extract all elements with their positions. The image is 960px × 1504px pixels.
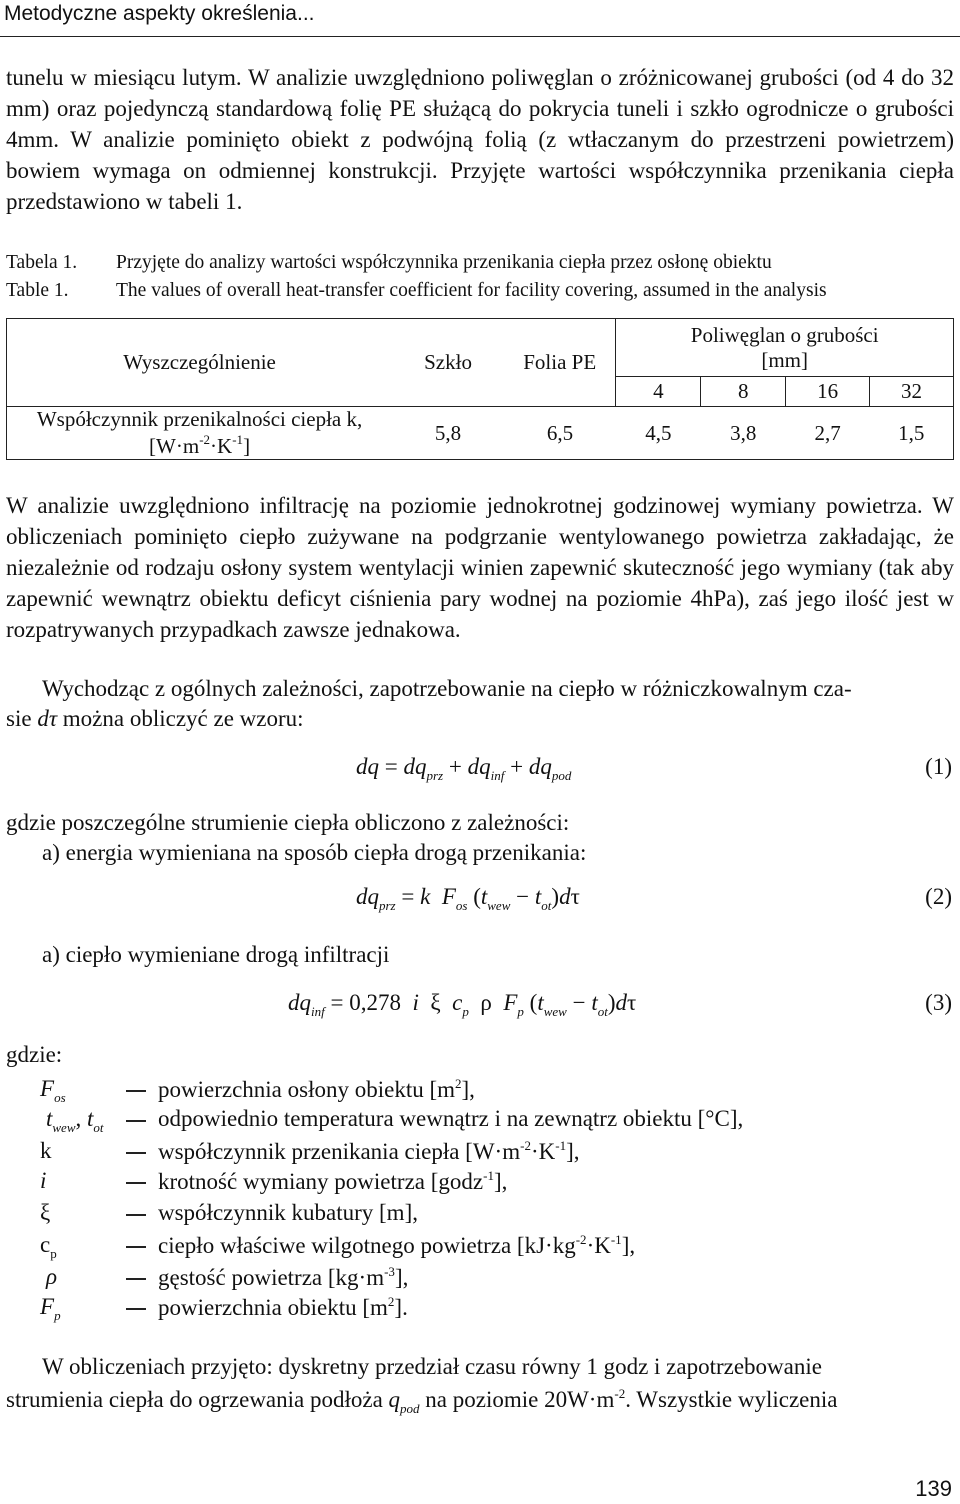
dash (126, 1120, 146, 1122)
thickness-32: 32 (870, 377, 954, 407)
value-glass: 5,8 (392, 407, 504, 460)
caption-pl-label: Tabela 1. (6, 252, 78, 273)
k-values-table (6, 318, 954, 460)
demand-line-1: Wychodząc z ogólnych zależności, zapotrzebowanie na ciepło w różniczkowalnym cza- (42, 676, 852, 701)
equation-2: $dq_{prz} = k$ $F_{os}$ $(t_{wew} - t_{ot})d\tau$ (356, 884, 580, 913)
caption-pl-text: Przyjęte do analizy wartości współczynnika przenikania ciepła przez osłonę obiektu (116, 252, 772, 273)
symbol-t: $t_{wew}$, $t_{ot}$ (46, 1106, 104, 1135)
poly-header-title: Poliwęglan o grubości (690, 322, 879, 347)
transmission-line: a) energia wymieniana na sposób ciepła drogą przenikania: (42, 840, 587, 865)
symbol-cp: $c_p$ (40, 1232, 57, 1261)
dash (126, 1152, 146, 1154)
value-poly-16: 2,7 (786, 407, 870, 460)
desc-t: odpowiednio temperatura wewnątrz i na zewnątrz obiektu [°C], (158, 1106, 744, 1131)
desc-F-os: powierzchnia osłony obiektu $[m^2]$, (158, 1076, 475, 1102)
value-foil: 6,5 (504, 407, 616, 460)
row-label-cell (7, 407, 393, 460)
thickness-8: 8 (701, 377, 786, 407)
poly-header-unit: [mm] (761, 347, 809, 372)
running-title: Metodyczne aspekty określenia... (4, 2, 315, 25)
dash (126, 1308, 146, 1310)
col-poly-header (616, 319, 954, 377)
infiltration-label: a) ciepło wymieniane drogą infiltracji (42, 942, 390, 967)
col-foil-header: Folia PE (504, 319, 616, 407)
demand-line-2: sie dτ można obliczyć ze wzoru: (6, 706, 304, 731)
infiltration-paragraph: W analizie uwzględniono infiltrację na poziomie jednokrotnej godzinowej wymiany powietrza. W obliczeniach pominięto ciepło zużywane na podgrzanie wentylowanego powietrza zakładając, że niezależnie od rodzaju osłony system wentylacji winien zapewnić skuteczność jego wymiany (tak aby zapewnić wewnątrz obiektu deficyt ciśnienia pary wodnej na poziomie 4hPa), zaś jego ilość jest w rozpatrywanych przypadkach zawsze jednakowa. (6, 493, 954, 642)
streams-line: gdzie poszczególne strumienie ciepła obliczono z zależności: (6, 810, 570, 835)
final-line-2: strumienia ciepła do ogrzewania podłoża $q_{pod}$ na poziomie $20W\cdot m^{-2}$. Wszystkie wyliczenia (6, 1386, 838, 1416)
row-unit: $[W\cdot m^{-2}\cdot K^{-1}]$ (149, 432, 251, 458)
dash (126, 1090, 146, 1092)
equation-3: $dq_{inf} = 0,278$ i ξ $c_p$ ρ $F_p$ $(t_{wew} - t_{ot})d\tau$ (288, 990, 637, 1019)
desc-xi: współczynnik kubatury [m], (158, 1200, 418, 1225)
col-spec-header: Wyszczególnienie (7, 319, 393, 407)
desc-F-p: powierzchnia obiektu $[m^2]$. (158, 1294, 408, 1320)
intro-paragraph: tunelu w miesiącu lutym. W analizie uwzględniono poliwęglan o zróżnicowanej grubości (od 4 do 32 mm) oraz pojedynczą standardową folię PE służącą do pokrycia tuneli i szkło ogrodnicze o grubości 4mm. W analizie pominięto obiekt z podwójną folią (z wtłaczanym do przestrzeni powietrzem) bowiem wymaga on odmiennej konstrukcji. Przyjęte wartości współczynnika przenikania ciepła przedstawiono w tabeli 1. (6, 65, 954, 214)
caption-en-label: Table 1. (6, 280, 69, 301)
equation-3-number: (3) (925, 990, 952, 1015)
thickness-4: 4 (616, 377, 701, 407)
col-glass-header: Szkło (392, 319, 504, 407)
dash (126, 1246, 146, 1248)
row-label: Współczynnik przenikalności ciepła k, (36, 407, 363, 431)
thickness-16: 16 (786, 377, 870, 407)
desc-cp: ciepło właściwe wilgotnego powietrza $[kJ\cdot kg^{-2}\cdot K^{-1}]$, (158, 1232, 636, 1258)
equation-2-number: (2) (925, 884, 952, 909)
page-number: 139 (915, 1476, 952, 1501)
desc-rho: gęstość powietrza $[kg\cdot m^{-3}]$, (158, 1264, 409, 1290)
symbol-i: i (40, 1168, 47, 1193)
equation-1: dq = $dq_{prz} + dq_{inf} + dq_{pod}$ (356, 754, 572, 783)
value-poly-8: 3,8 (701, 407, 786, 460)
where-label: gdzie: (6, 1042, 63, 1067)
symbol-k: k (40, 1138, 52, 1163)
symbol-xi: ξ (40, 1200, 51, 1225)
desc-k: współczynnik przenikania ciepła $[W\cdot m^{-2}\cdot K^{-1}]$, (158, 1138, 580, 1164)
desc-i: krotność wymiany powietrza [godz$^{-1}$], (158, 1168, 508, 1194)
symbol-F-p: $F_p$ (40, 1294, 61, 1323)
value-poly-4: 4,5 (616, 407, 701, 460)
equation-1-number: (1) (925, 754, 952, 779)
final-line-1: W obliczeniach przyjęto: dyskretny przedział czasu równy 1 godz i zapotrzebowanie (42, 1354, 822, 1379)
dash (126, 1214, 146, 1216)
symbol-F-os: $F_{os}$ (40, 1076, 66, 1105)
running-header (0, 0, 960, 37)
dash (126, 1182, 146, 1184)
caption-en-text: The values of overall heat-transfer coefficient for facility covering, assumed in the analysis (116, 280, 827, 301)
value-poly-32: 1,5 (870, 407, 954, 460)
dash (126, 1278, 146, 1280)
symbol-rho: ρ (46, 1264, 58, 1289)
